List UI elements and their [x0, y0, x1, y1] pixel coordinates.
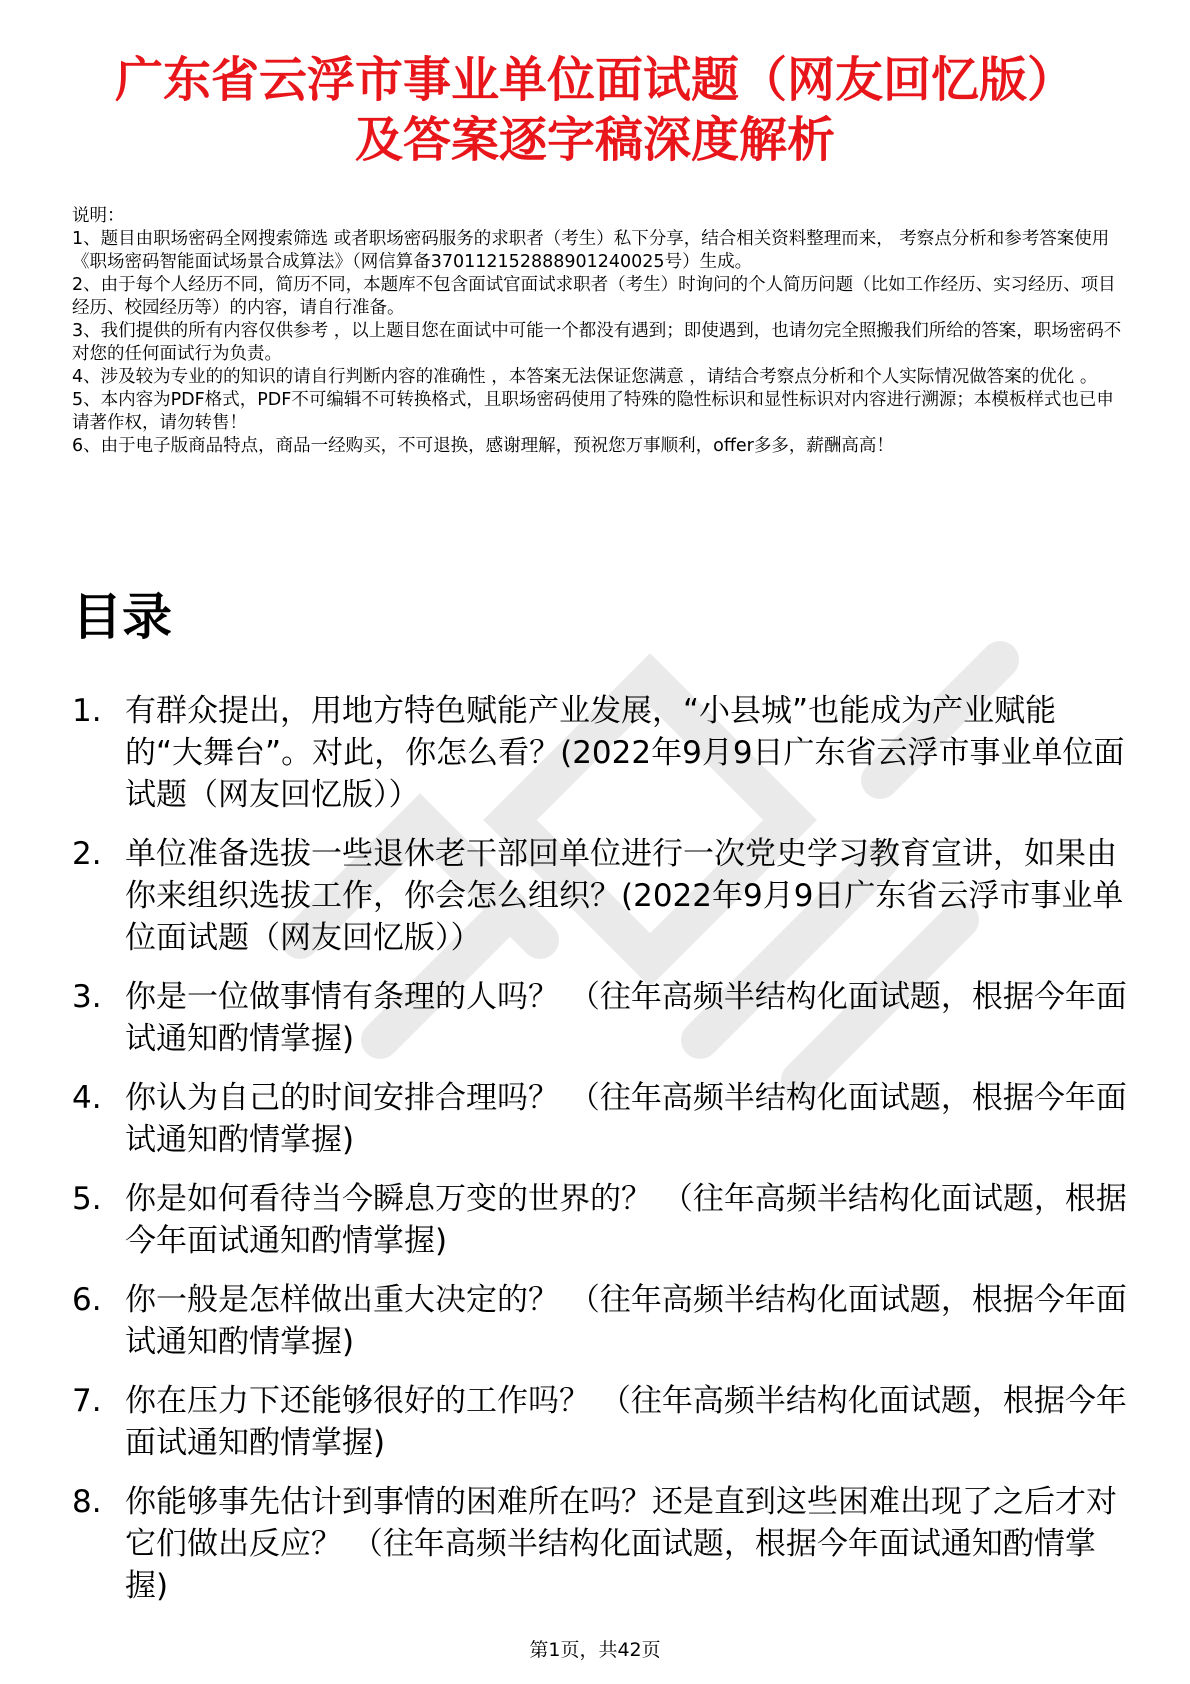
toc-item-text: 你一般是怎样做出重大决定的？ （往年高频半结构化面试题，根据今年面试通知酌情掌握): [125, 1282, 1127, 1360]
toc-item-text: 你认为自己的时间安排合理吗？ （往年高频半结构化面试题，根据今年面试通知酌情掌握): [125, 1080, 1127, 1158]
note-item-1: 1、题目由职场密码全网搜索筛选 或者职场密码服务的求职者（考生）私下分享，结合相关资料整理而来， 考察点分析和参考答案使用《职场密码智能面试场景合成算法》（网信算备370112152888901240025号）生成。: [72, 229, 1110, 272]
toc-item[interactable]: [72, 1178, 1132, 1262]
toc-item[interactable]: [72, 1380, 1132, 1464]
toc-item-number: 5.: [72, 1181, 102, 1217]
notes-block: [72, 205, 1122, 458]
toc-item-number: 2.: [72, 836, 102, 872]
page-number: 第1页，共42页: [529, 1639, 661, 1661]
toc-item-text: 单位准备选拔一些退休老干部回单位进行一次党史学习教育宣讲，如果由你来组织选拔工作，你会怎么组织？(2022年9月9日广东省云浮市事业单位面试题（网友回忆版））: [125, 836, 1124, 956]
toc-list: [72, 690, 1132, 1624]
toc-item[interactable]: [72, 690, 1132, 816]
toc-item-number: 8.: [72, 1484, 102, 1520]
toc-item-text: 你是如何看待当今瞬息万变的世界的？ （往年高频半结构化面试题，根据今年面试通知酌情掌握): [125, 1181, 1127, 1259]
toc-item-number: 3.: [72, 979, 102, 1015]
toc-item[interactable]: [72, 1279, 1132, 1363]
toc-item-text: 你是一位做事情有条理的人吗？ （往年高频半结构化面试题，根据今年面试通知酌情掌握): [125, 979, 1127, 1057]
note-item-5: 5、本内容为PDF格式，PDF不可编辑不可转换格式，且职场密码使用了特殊的隐性标识和显性标识对内容进行溯源；本模板样式也已申请著作权，请勿转售！: [72, 390, 1114, 433]
toc-item-text: 你在压力下还能够很好的工作吗？ （往年高频半结构化面试题，根据今年面试通知酌情掌握): [125, 1383, 1127, 1461]
toc-item-number: 4.: [72, 1080, 102, 1116]
toc-item[interactable]: [72, 833, 1132, 959]
toc-item-number: 6.: [72, 1282, 102, 1318]
notes-heading: 说明：: [72, 206, 125, 226]
toc-item-number: 7.: [72, 1383, 102, 1419]
note-item-6: 6、由于电子版商品特点，商品一经购买，不可退换，感谢理解，预祝您万事顺利，offer多多，薪酬高高！: [72, 436, 894, 456]
toc-item[interactable]: [72, 1481, 1132, 1607]
toc-item[interactable]: [72, 976, 1132, 1060]
toc-heading: 目录: [72, 588, 172, 646]
note-item-2: 2、由于每个人经历不同，简历不同，本题库不包含面试官面试求职者（考生）时询问的个人简历问题（比如工作经历、实习经历、项目经历、校园经历等）的内容，请自行准备。: [72, 275, 1116, 318]
toc-item-text: 有群众提出，用地方特色赋能产业发展，“小县城”也能成为产业赋能的“大舞台”。对此，你怎么看？(2022年9月9日广东省云浮市事业单位面试题（网友回忆版））: [125, 693, 1125, 813]
document-title-line-1: 广东省云浮市事业单位面试题（网友回忆版）: [114, 52, 1075, 108]
note-item-3: 3、我们提供的所有内容仅供参考 ，以上题目您在面试中可能一个都没有遇到；即使遇到，也请勿完全照搬我们所给的答案，职场密码不对您的任何面试行为负责。: [72, 321, 1122, 364]
toc-item-text: 你能够事先估计到事情的困难所在吗？还是直到这些困难出现了之后才对它们做出反应？ （往年高频半结构化面试题，根据今年面试通知酌情掌握): [125, 1484, 1117, 1604]
document-title-line-2: 及答案逐字稿深度解析: [354, 112, 835, 168]
note-item-4: 4、涉及较为专业的的知识的请自行判断内容的准确性 ，本答案无法保证您满意 ，请结合考察点分析和个人实际情况做答案的优化 。: [72, 367, 1098, 387]
toc-item[interactable]: [72, 1077, 1132, 1161]
toc-item-number: 1.: [72, 693, 102, 729]
